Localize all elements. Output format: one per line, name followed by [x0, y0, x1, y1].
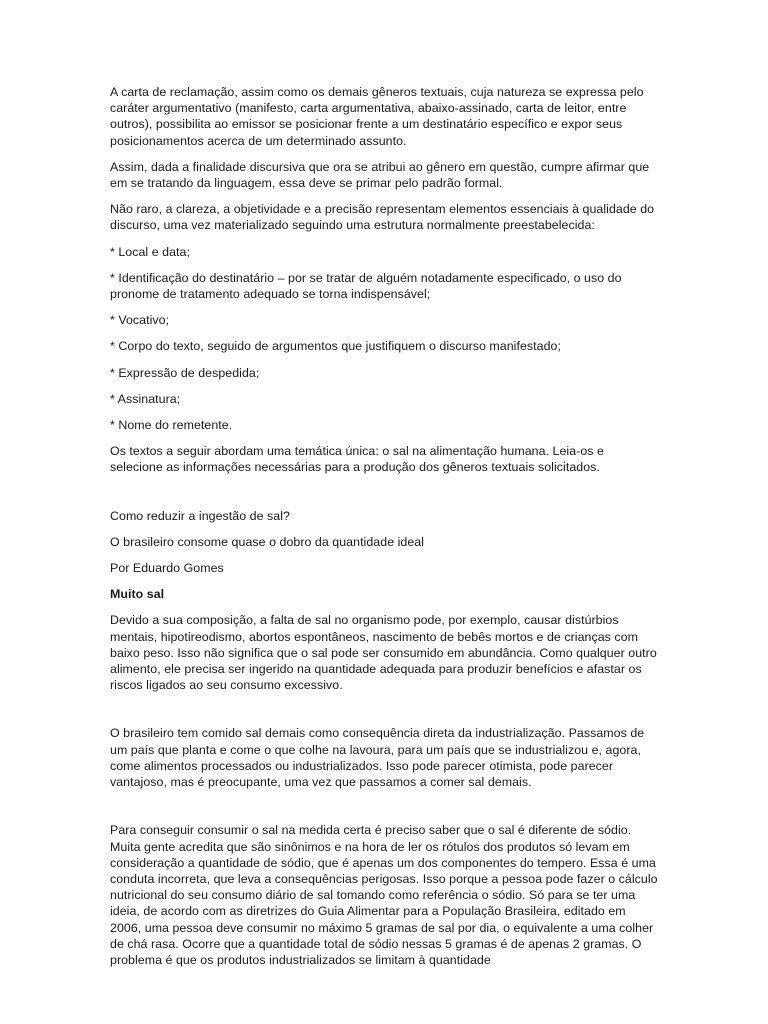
article-paragraph-3: Para conseguir consumir o sal na medida certa é preciso saber que o sal é diferente de sódio. Muita gente acredita que são sinônimos e na hora de ler os rótulos dos produtos só levam em consideração a quantidade de sódio, que é apenas um dos componentes do tempero. Essa é uma conduta incorreta, que leva a consequências perigosas. Isso porque a pessoa pode fazer o cálculo nutricional do seu consumo diário de sal tomando como referência o sódio. Só para se ter uma ideia, de acordo com as diretrizes do Guia Alimentar para a População Brasileira, editado em 2006, uma pessoa deve consumir no máximo 5 gramas de sal por dia, o equivalente a uma colher de chá rasa. Ocorre que a quantidade total de sódio nessas 5 gramas é de apenas 2 gramas. O problema é que os produtos industrializados se limitam à quantidade	[110, 823, 658, 967]
section-heading: Muito sal	[110, 587, 165, 602]
article-paragraph-2: O brasileiro tem comido sal demais como consequência direta da industrialização. Passamos de um país que planta e come o que colhe na lavoura, para um país que se industrializou e, agora, come alimentos processados ou industrializados. Isso pode parecer otimista, pode parecer vantajoso, mas é preocupante, uma vez que passamos a comer sal demais.	[110, 726, 645, 790]
structure-item-corpo: * Corpo do texto, seguido de argumentos que justifiquem o discurso manifestado;	[110, 339, 561, 354]
article-subtitle: O brasileiro consome quase o dobro da quantidade ideal	[110, 534, 425, 549]
structure-item-remetente: * Nome do remetente.	[110, 418, 233, 433]
intro-paragraph: A carta de reclamação, assim como os demais gêneros textuais, cuja natureza se expressa pelo caráter argumentativo (manifesto, carta argumentativa, abaixo-assinado, carta de leitor, entre outros), possibilita ao emissor se posicionar frente a um destinatário específico e expor seus posicionamentos acerca de um determinado assunto.	[110, 85, 644, 148]
formal-language-paragraph: Assim, dada a finalidade discursiva que ora se atribui ao gênero em questão, cumpre afirmar que em se tratando da linguagem, essa deve se primar pelo padrão formal.	[110, 159, 650, 191]
article-paragraph-1: Devido a sua composição, a falta de sal no organismo pode, por exemplo, causar distúrbios mentais, hipotireodismo, abortos espontâneos, nascimento de bebês mortos e de crianças com baixo peso. Isso não significa que o sal pode ser consumido em abundância. Como qualquer outro alimento, ele precisa ser ingerido na quantidade adequada para produzir benefícios e afastar os riscos ligados ao seu consumo excessivo.	[110, 613, 657, 693]
structure-item-local-data: * Local e data;	[110, 244, 190, 259]
structure-item-assinatura: * Assinatura;	[110, 391, 181, 406]
article-author: Por Eduardo Gomes	[110, 561, 224, 576]
texts-instruction-paragraph: Os textos a seguir abordam uma temática única: o sal na alimentação humana. Leia-os e selecione as informações necessárias para a produção dos gêneros textuais solicitados.	[110, 444, 604, 475]
structure-item-vocativo: * Vocativo;	[110, 313, 170, 328]
structure-item-destinatario: * Identificação do destinatário – por se tratar de alguém notadamente especificado, o uso do pronome de tratamento adequado se torna indispensável;	[110, 270, 622, 302]
article-title: Como reduzir a ingestão de sal?	[110, 508, 290, 523]
structure-intro-paragraph: Não raro, a clareza, a objetividade e a precisão representam elementos essenciais à qualidade do discurso, uma vez materializado seguindo uma estrutura normalmente preestabelecida:	[110, 202, 655, 233]
structure-item-despedida: * Expressão de despedida;	[110, 365, 260, 380]
